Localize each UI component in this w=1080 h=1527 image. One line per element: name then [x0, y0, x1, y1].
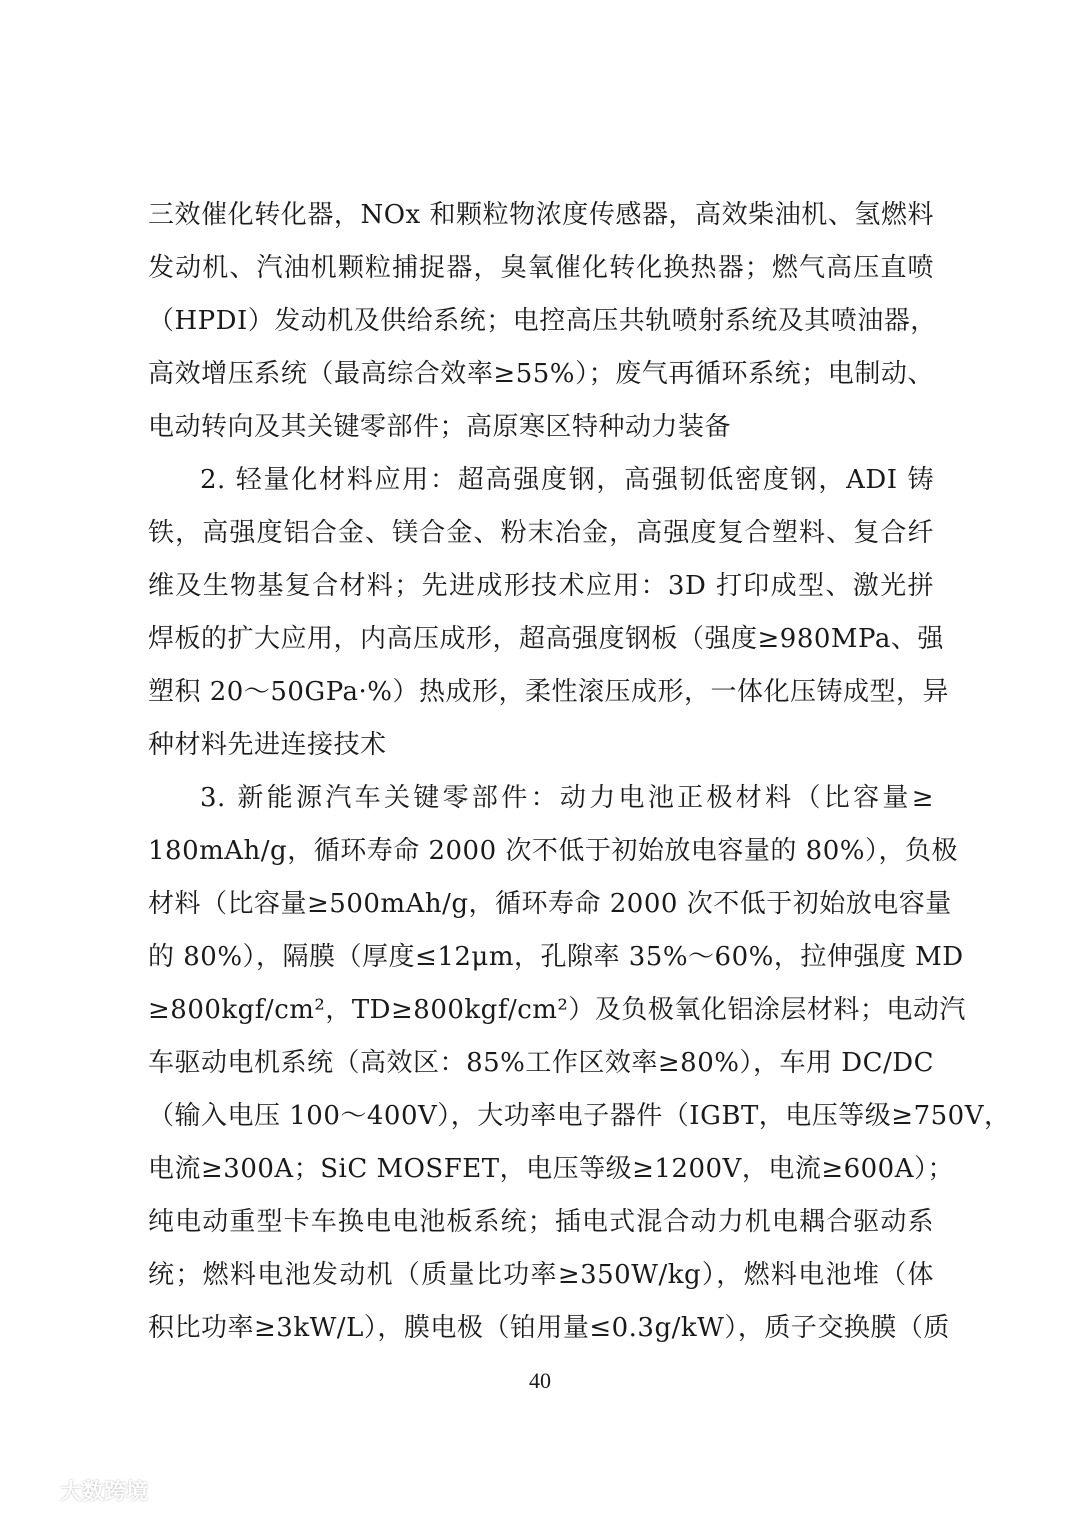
text-line: （HPDI）发动机及供给系统；电控高压共轨喷射系统及其喷油器，: [148, 306, 937, 336]
text-line: ≥800kgf/cm²，TD≥800kgf/cm²）及负极氧化铝涂层材料；电动汽: [148, 995, 966, 1025]
text-line: 的 80%），隔膜（厚度≤12μm，孔隙率 35%～60%，拉伸强度 MD: [148, 942, 964, 972]
page-number: 40: [529, 1368, 551, 1393]
text-line: 180mAh/g，循环寿命 2000 次不低于初始放电容量的 80%），负极: [148, 836, 958, 866]
text-line: 三效催化转化器，NOx 和颗粒物浓度传感器，高效柴油机、氢燃料: [148, 200, 934, 230]
wechat-logo-icon: [12, 1475, 54, 1505]
text-line: 材料（比容量≥500mAh/g，循环寿命 2000 次不低于初始放电容量: [148, 889, 952, 919]
text-line: 种材料先进连接技术: [148, 730, 387, 760]
text-line: 积比功率≥3kW/L），膜电极（铂用量≤0.3g/kW），质子交换膜（质: [148, 1313, 950, 1343]
text-line: 焊板的扩大应用，内高压成形，超高强度钢板（强度≥980MPa、强: [148, 624, 944, 654]
text-line: 统；燃料电池发动机（质量比功率≥350W/kg），燃料电池堆（体: [148, 1260, 934, 1290]
watermark: [12, 1472, 148, 1508]
text-line: 发动机、汽油机颗粒捕捉器，臭氧催化转化换热器；燃气高压直喷: [148, 253, 934, 283]
text-line: 纯电动重型卡车换电电池板系统；插电式混合动力机电耦合驱动系: [148, 1207, 934, 1237]
text-line: 塑积 20～50GPa·%）热成形，柔性滚压成形，一体化压铸成型，异: [148, 677, 949, 707]
text-line: 高效增压系统（最高综合效率≥55%）；废气再循环系统；电制动、: [148, 359, 934, 389]
watermark-text: 大数跨境: [60, 1479, 149, 1505]
text-line: 维及生物基复合材料；先进成形技术应用：3D 打印成型、激光拼: [148, 571, 934, 601]
text-line: （输入电压 100～400V），大功率电子器件（IGBT，电压等级≥750V，: [148, 1101, 1011, 1131]
text-line: 车驱动电机系统（高效区：85%工作区效率≥80%），车用 DC/DC: [148, 1048, 934, 1078]
text-line: 电流≥300A；SiC MOSFET，电压等级≥1200V，电流≥600A）；: [148, 1154, 955, 1184]
paragraph-2-start: 2. 轻量化材料应用：超高强度钢，高强韧低密度钢，ADI 铸: [200, 465, 934, 495]
text-line: 电动转向及其关键零部件；高原寒区特种动力装备: [148, 412, 732, 442]
body-text: [148, 189, 1011, 1355]
text-line: 铁，高强度铝合金、镁合金、粉末冶金，高强度复合塑料、复合纤: [148, 518, 934, 548]
paragraph-3-start: 3. 新能源汽车关键零部件：动力电池正极材料（比容量≥: [200, 783, 934, 813]
